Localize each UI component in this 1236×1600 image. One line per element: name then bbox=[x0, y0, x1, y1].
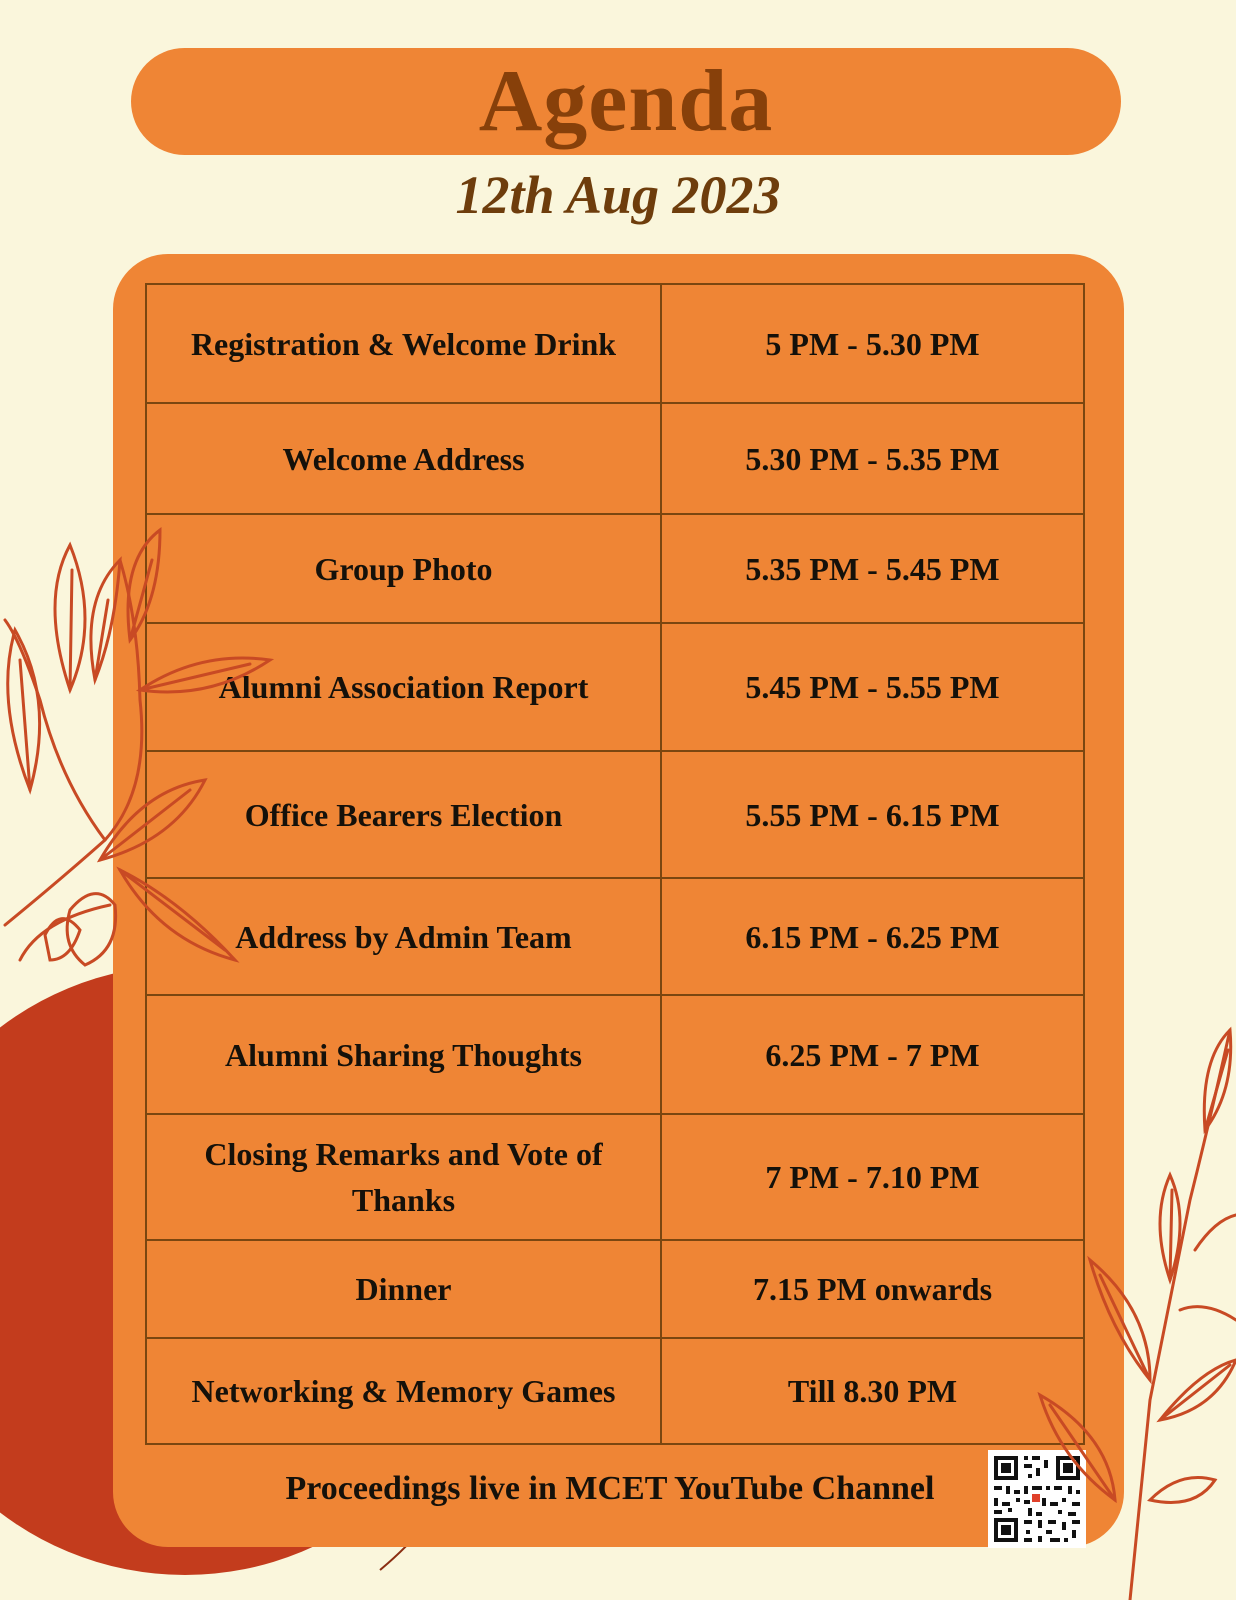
time-cell: 6.25 PM - 7 PM bbox=[661, 995, 1084, 1114]
time-cell: 5.45 PM - 5.55 PM bbox=[661, 623, 1084, 751]
time-cell: 5 PM - 5.30 PM bbox=[661, 284, 1084, 403]
time-cell: 5.55 PM - 6.15 PM bbox=[661, 751, 1084, 878]
time-cell: Till 8.30 PM bbox=[661, 1338, 1084, 1444]
page-title: Agenda bbox=[478, 52, 774, 150]
event-cell: Address by Admin Team bbox=[146, 878, 661, 995]
event-date: 12th Aug 2023 bbox=[455, 165, 781, 225]
time-cell: 5.35 PM - 5.45 PM bbox=[661, 514, 1084, 623]
event-cell: Group Photo bbox=[146, 514, 661, 623]
event-cell: Alumni Sharing Thoughts bbox=[146, 995, 661, 1114]
event-cell: Registration & Welcome Drink bbox=[146, 284, 661, 403]
event-cell: Welcome Address bbox=[146, 403, 661, 514]
event-cell: Alumni Association Report bbox=[146, 623, 661, 751]
event-cell: Dinner bbox=[146, 1240, 661, 1338]
time-cell: 7.15 PM onwards bbox=[661, 1240, 1084, 1338]
time-cell: 7 PM - 7.10 PM bbox=[661, 1114, 1084, 1240]
event-cell: Closing Remarks and Vote of Thanks bbox=[146, 1114, 661, 1240]
event-cell: Office Bearers Election bbox=[146, 751, 661, 878]
time-cell: 5.30 PM - 5.35 PM bbox=[661, 403, 1084, 514]
livestream-note: Proceedings live in MCET YouTube Channel bbox=[285, 1470, 935, 1507]
event-cell: Networking & Memory Games bbox=[146, 1338, 661, 1444]
time-cell: 6.15 PM - 6.25 PM bbox=[661, 878, 1084, 995]
